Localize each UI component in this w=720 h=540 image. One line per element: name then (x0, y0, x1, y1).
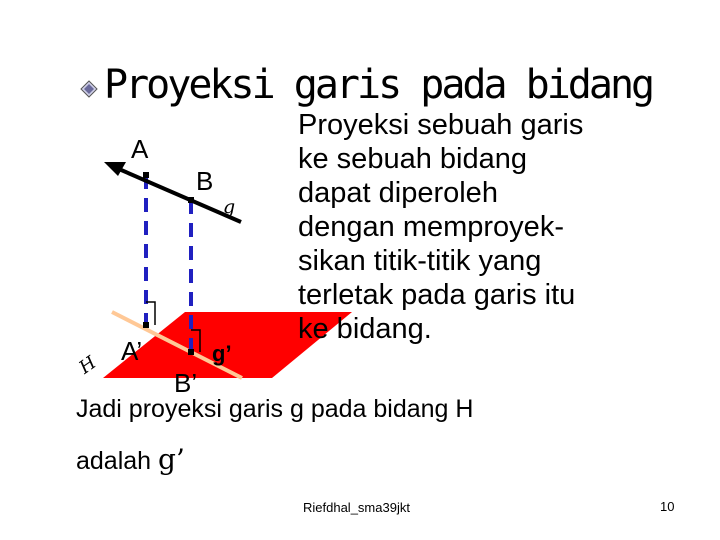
page-number: 10 (660, 499, 675, 514)
description-line: terletak pada garis itu (298, 279, 576, 311)
description-text (298, 108, 658, 346)
description-line: dapat diperoleh (298, 177, 498, 209)
point-a-prime (143, 322, 149, 328)
label-b: B (196, 166, 214, 196)
plane-h-label: H (75, 352, 101, 379)
conclusion-symbol: g’ (158, 443, 185, 476)
label-a-prime: A’ (121, 336, 143, 366)
point-b (188, 197, 194, 203)
conclusion-prefix: adalah (76, 447, 159, 475)
footer-credit: Riefdhal_sma39jkt (303, 500, 410, 515)
line-g (112, 166, 241, 222)
description-line: dengan memproyek- (298, 211, 564, 243)
slide-title: Proyeksi garis pada bidang (104, 62, 653, 108)
point-a (143, 172, 149, 178)
point-b-prime (188, 349, 194, 355)
label-b-prime: B’ (174, 368, 198, 398)
label-g: g (223, 196, 236, 218)
label-a: A (131, 134, 149, 164)
label-g-prime: g’ (212, 341, 232, 366)
description-line: ke bidang. (298, 313, 432, 345)
description-line: sikan titik-titik yang (298, 245, 542, 277)
description-line: ke sebuah bidang (298, 143, 527, 175)
conclusion-line-2 (76, 443, 185, 476)
description-line: Proyeksi sebuah garis (298, 109, 584, 141)
conclusion-line-1: Jadi proyeksi garis g pada bidang H (76, 395, 474, 423)
